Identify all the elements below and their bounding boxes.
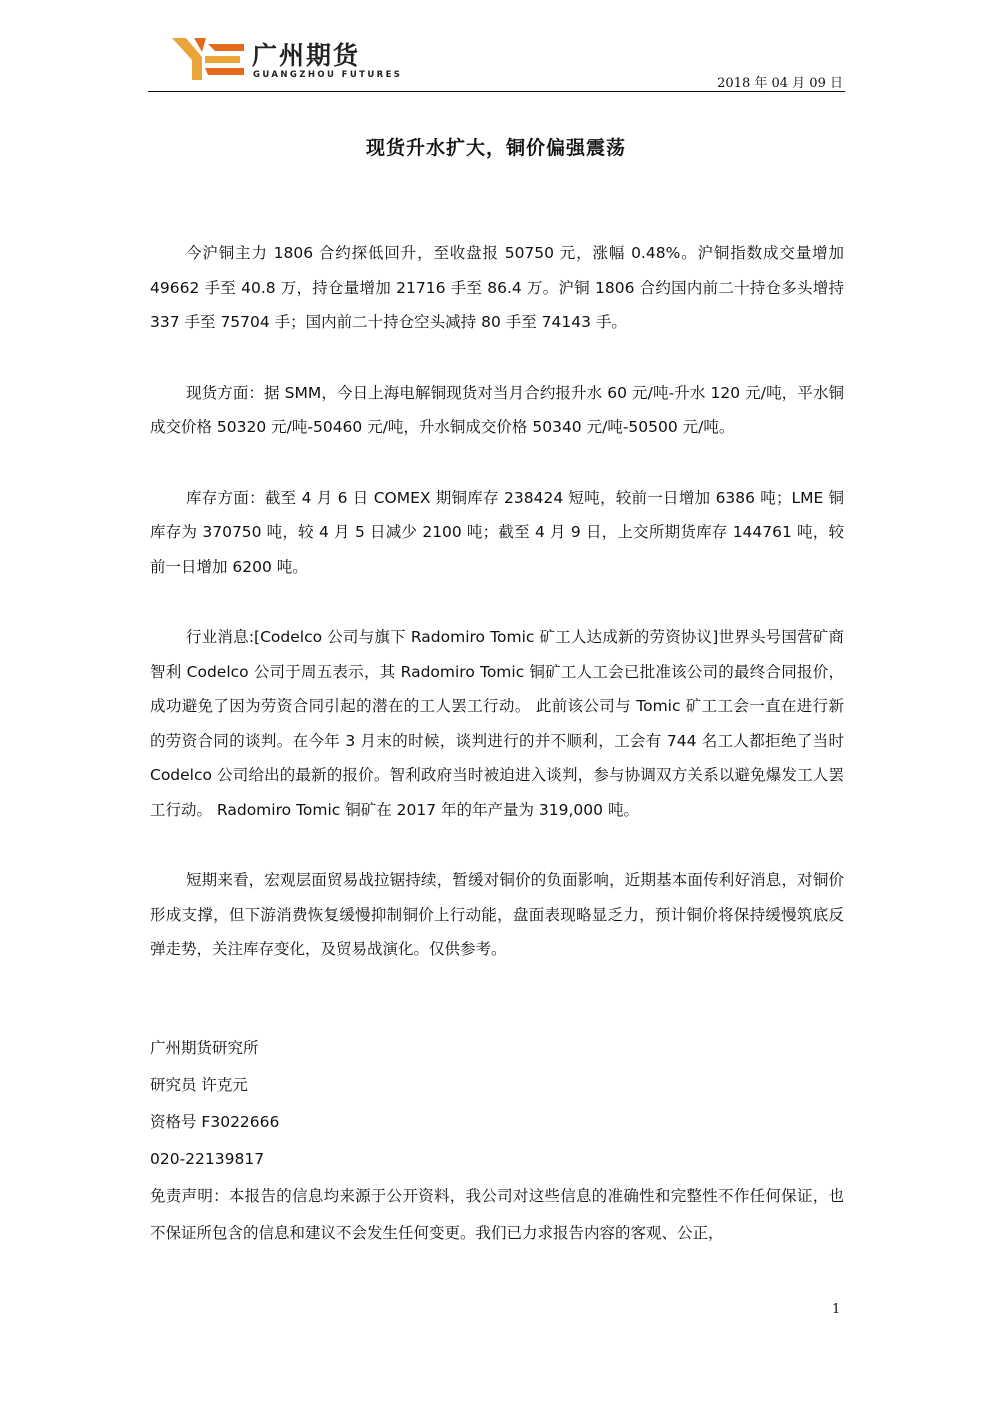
report-date: 2018 年 04 月 09 日 xyxy=(717,76,843,91)
disclaimer-text: 免责声明：本报告的信息均来源于公开资料，我公司对这些信息的准确性和完整性不作任何保证，也不保证所包含的信息和建议不会发生任何变更。我们已力求报告内容的客观、公正， xyxy=(150,1187,844,1242)
contact-block xyxy=(150,1030,844,1252)
page-number: 1 xyxy=(832,1302,841,1317)
phone-number: 020-22139817 xyxy=(150,1150,265,1168)
qualification-number: 资格号 F3022666 xyxy=(150,1113,280,1131)
paragraph-outlook: 短期来看，宏观层面贸易战拉锯持续，暂缓对铜价的负面影响，近期基本面传利好消息，对铜价形成支撑，但下游消费恢复缓慢抑制铜价上行动能，盘面表现略显乏力，预计铜价将保持缓慢筑底反弹走势，关注库存变化，及贸易战演化。仅供参考。 xyxy=(150,871,844,958)
page-header xyxy=(148,30,845,94)
logo-chinese-name: 广州期货 xyxy=(252,41,361,70)
report-body xyxy=(150,236,844,1003)
report-title: 现货升水扩大，铜价偏强震荡 xyxy=(365,137,626,159)
header-divider xyxy=(148,91,845,92)
researcher-name: 研究员 许克元 xyxy=(150,1076,248,1094)
paragraph-spot: 现货方面：据 SMM，今日上海电解铜现货对当月合约报升水 60 元/吨-升水 120 元/吨，平水铜成交价格 50320 元/吨-50460 元/吨，升水铜成交价格 50340 元/吨-50500 元/吨。 xyxy=(150,383,844,436)
paragraph-inventory: 库存方面：截至 4 月 6 日 COMEX 期铜库存 238424 短吨，较前一日增加 6386 吨；LME 铜库存为 370750 吨，较 4 月 5 日减少 2100 吨；截至 4 月 9 日，上交所期货库存 144761 吨，较前一日增加 6200 吨。 xyxy=(150,488,844,576)
institute-name: 广州期货研究所 xyxy=(150,1039,259,1057)
paragraph-market-summary: 今沪铜主力 1806 合约探低回升，至收盘报 50750 元，涨幅 0.48%。沪铜指数成交量增加 49662 手至 40.8 万，持仓量增加 21716 手至 86.4 万。沪铜 1806 合约国内前二十持仓多头增持 337 手至 75704 手；国内前二十持仓空头减持 80 手至 74143 手。 xyxy=(150,244,844,331)
paragraph-industry-news: 行业消息:[Codelco 公司与旗下 Radomiro Tomic 矿工人达成新的劳资协议]世界头号国营矿商智利 Codelco 公司于周五表示，其 Radomiro Tomic 铜矿工人工会已批准该公司的最终合同报价，成功避免了因为劳资合同引起的潜在的工人罢工行动。 此前该公司与 Tomic 矿工工会一直在进行新的劳资合同的谈判。在今年 3 月末的时候，谈判进行的并不顺利，工会有 744 名工人都拒绝了当时 Codelco 公司给出的最新的报价。智利政府当时被迫进入谈判，参与协调双方关系以避免爆发工人罢工行动。 Radomiro Tomic 铜矿在 2017 年的年产量为 319,000 吨。 xyxy=(150,628,844,819)
logo-english-name: GUANGZHOU FUTURES xyxy=(253,70,403,80)
guangzhou-futures-logo-icon xyxy=(172,38,244,80)
